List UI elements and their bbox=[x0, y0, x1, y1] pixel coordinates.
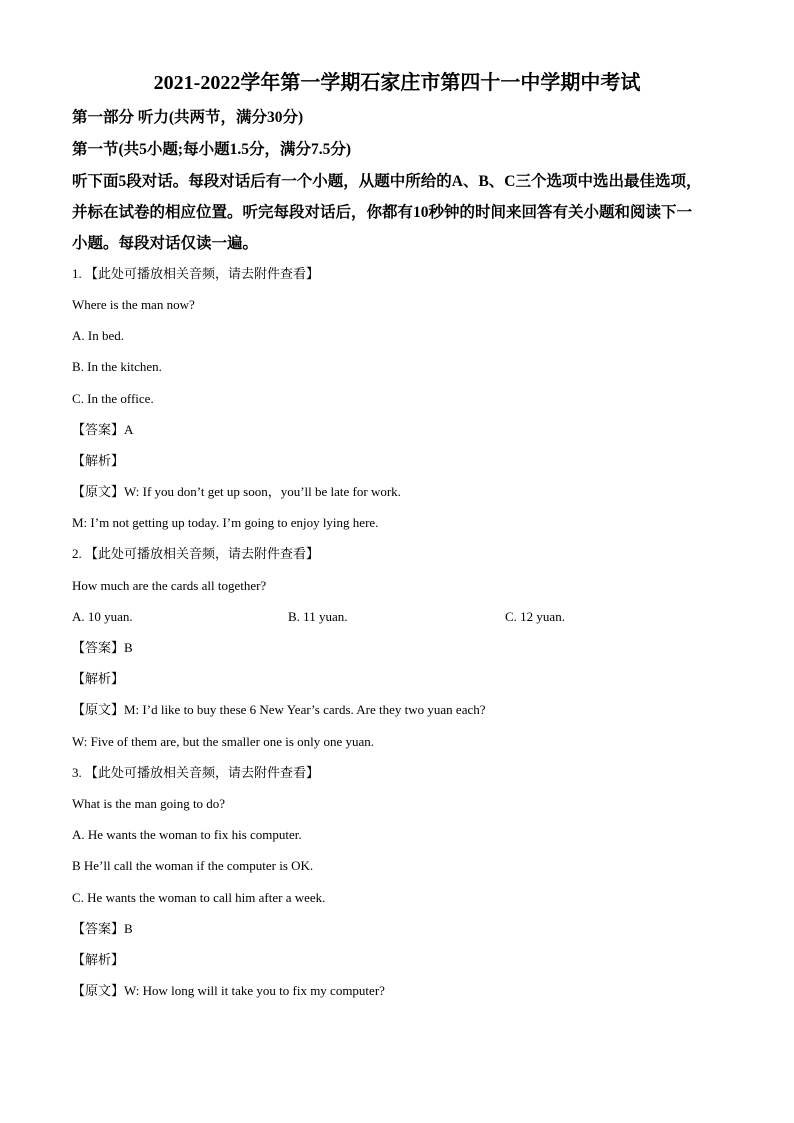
q3-script-line: 【原文】W: How long will it take you to fix my computer? bbox=[72, 983, 385, 998]
q3-analysis: 【解析】 bbox=[72, 952, 125, 967]
instruction-line: 听下面5段对话。每段对话后有一个小题，从题中所给的A、B、C三个选项中选出最佳选项， bbox=[72, 173, 702, 190]
q1-analysis: 【解析】 bbox=[72, 453, 125, 468]
part-heading: 第一部分 听力(共两节，满分30分) bbox=[72, 109, 304, 126]
q1-option-c: C. In the office. bbox=[72, 391, 154, 406]
q1-option-a: A. In bed. bbox=[72, 328, 124, 343]
q3-option-b: B He’ll call the woman if the computer is OK. bbox=[72, 858, 314, 873]
q1-option-b: B. In the kitchen. bbox=[72, 359, 162, 374]
q3-option-c: C. He wants the woman to call him after a week. bbox=[72, 890, 326, 905]
q3-answer: 【答案】B bbox=[72, 921, 133, 936]
q1-header: 1. 【此处可播放相关音频，请去附件查看】 bbox=[72, 266, 320, 281]
page-title: 2021-2022学年第一学期石家庄市第四十一中学期中考试 bbox=[153, 72, 641, 94]
q2-answer: 【答案】B bbox=[72, 640, 133, 655]
q3-header: 3. 【此处可播放相关音频，请去附件查看】 bbox=[72, 765, 320, 780]
q3-question: What is the man going to do? bbox=[72, 796, 226, 811]
q2-script-line: 【原文】M: I’d like to buy these 6 New Year’s cards. Are they two yuan each? bbox=[72, 702, 486, 717]
q2-option-b: B. 11 yuan. bbox=[288, 609, 348, 624]
q2-option-c: C. 12 yuan. bbox=[505, 609, 565, 624]
q1-script-line: 【原文】W: If you don’t get up soon，you’ll be late for work. bbox=[72, 484, 401, 499]
instruction-line: 小题。每段对话仅读一遍。 bbox=[72, 235, 259, 252]
q2-option-a: A. 10 yuan. bbox=[72, 609, 133, 624]
q2-analysis: 【解析】 bbox=[72, 671, 125, 686]
q1-script-line: M: I’m not getting up today. I’m going to enjoy lying here. bbox=[72, 515, 379, 530]
q2-script-line: W: Five of them are, but the smaller one is only one yuan. bbox=[72, 734, 375, 749]
q1-question: Where is the man now? bbox=[72, 297, 195, 312]
instruction-line: 并标在试卷的相应位置。听完每段对话后，你都有10秒钟的时间来回答有关小题和阅读下一 bbox=[72, 204, 693, 221]
q2-question: How much are the cards all together? bbox=[72, 578, 267, 593]
q1-answer: 【答案】A bbox=[72, 422, 134, 437]
section-heading: 第一节(共5小题;每小题1.5分，满分7.5分) bbox=[72, 141, 351, 158]
q2-header: 2. 【此处可播放相关音频，请去附件查看】 bbox=[72, 546, 320, 561]
q3-option-a: A. He wants the woman to fix his computer. bbox=[72, 827, 302, 842]
